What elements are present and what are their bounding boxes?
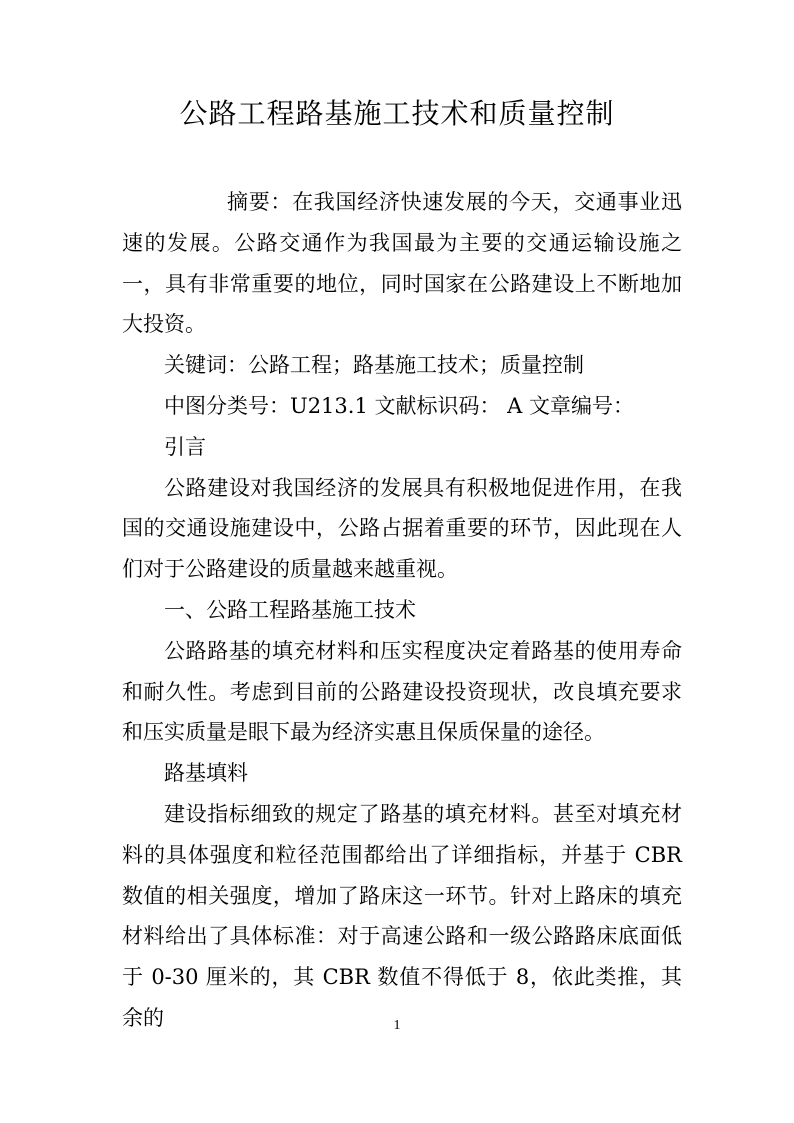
subsection-heading: 路基填料: [164, 761, 248, 786]
subsection-paragraph: 建设指标细致的规定了路基的填充材料。甚至对填充材料的具体强度和粒径范围都给出了详细指标，并基于 CBR 数值的相关强度，增加了路床这一环节。针对上路床的填充材料给出了具体标准：对于高速公路和一级公路路床底面低于 0-30 厘米的，其 CBR 数值不得低于 8，依此类推，其余的: [122, 801, 682, 1030]
document-body: [122, 182, 682, 1039]
section-heading: 一、公路工程路基施工技术: [164, 597, 416, 622]
keywords-line: 关键词：公路工程；路基施工技术；质量控制: [164, 353, 584, 378]
intro-paragraph: 公路建设对我国经济的发展具有积极地促进作用，在我国的交通设施建设中，公路占据着重要的环节，因此现在人们对于公路建设的质量越来越重视。: [122, 475, 682, 582]
classification-line: 中图分类号：U213.1 文献标识码： A 文章编号：: [164, 393, 635, 418]
intro-heading: 引言: [164, 434, 206, 459]
document-title: 公路工程路基施工技术和质量控制: [179, 97, 615, 130]
page-number: 1: [393, 1018, 401, 1033]
abstract-paragraph: 摘要：在我国经济快速发展的今天，交通事业迅速的发展。公路交通作为我国最为主要的交通运输设施之一，具有非常重要的地位，同时国家在公路建设上不断地加大投资。: [122, 190, 682, 337]
section-paragraph: 公路路基的填充材料和压实程度决定着路基的使用寿命和耐久性。考虑到目前的公路建设投资现状，改良填充要求和压实质量是眼下最为经济实惠且保质保量的途径。: [122, 638, 682, 745]
